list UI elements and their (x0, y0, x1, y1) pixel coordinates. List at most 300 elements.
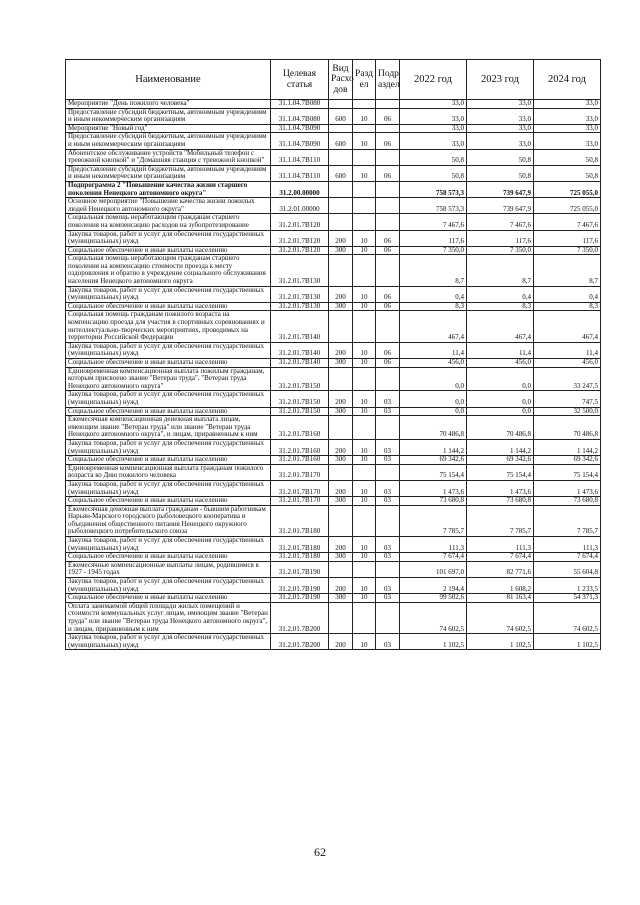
cell-expense-type: 300 (329, 553, 353, 562)
cell-2022: 75 154,4 (400, 464, 467, 480)
cell-section (353, 464, 376, 480)
cell-name: Социальная помощь гражданам пожилого возраста на компенсацию проезда для участия в спортивных соревнованиях и интеллектуально-творческих мероприятиях, проводимых на территории Российской Федерации (66, 311, 271, 342)
cell-subsection (376, 198, 400, 214)
cell-2023: 8,7 (467, 255, 534, 286)
cell-name: Социальное обеспечение и иные выплаты населению (66, 497, 271, 506)
cell-section: 10 (353, 359, 376, 368)
cell-2022: 70 486,8 (400, 416, 467, 440)
cell-expense-type: 200 (329, 480, 353, 496)
cell-name: Предоставление субсидий бюджетным, автономным учреждениям и иным некоммерческим организациям (66, 165, 271, 181)
cell-name: Социальная помощь неработающим гражданам старшего поколения на компенсацию расходов на зубопротезирование (66, 214, 271, 230)
cell-2023: 70 486,8 (467, 416, 534, 440)
cell-code: 31.1.04.7В090 (271, 124, 329, 133)
cell-2022: 73 680,8 (400, 497, 467, 506)
cell-2023: 73 680,8 (467, 497, 534, 506)
cell-2022: 456,0 (400, 359, 467, 368)
cell-subsection: 03 (376, 497, 400, 506)
column-header-section: Разд ел (353, 60, 376, 100)
cell-name: Закупка товаров, работ и услуг для обеспечения государственных (муниципальных) нужд (66, 286, 271, 302)
cell-section: 10 (353, 578, 376, 594)
cell-2024: 50,8 (534, 165, 601, 181)
cell-subsection: 03 (376, 456, 400, 465)
cell-2024: 33,0 (534, 133, 601, 149)
cell-expense-type (329, 416, 353, 440)
cell-subsection (376, 311, 400, 342)
cell-2024: 50,8 (534, 149, 601, 165)
cell-name: Подпрограмма 2 "Повышение качества жизни старшего поколения Ненецкого автономного округа" (66, 181, 271, 197)
table-row (66, 359, 601, 368)
cell-2023: 50,8 (467, 165, 534, 181)
cell-subsection: 03 (376, 634, 400, 650)
column-header-name: Наименование (66, 60, 271, 100)
cell-name: Единовременная компенсационная выплата пожилым гражданам, которым присвоено звание "Ветеран труда", "Ветеран труда Ненецкого автономного округа" (66, 367, 271, 391)
cell-2023: 33,0 (467, 124, 534, 133)
cell-code: 31.2.01.7В160 (271, 456, 329, 465)
cell-section: 10 (353, 407, 376, 416)
cell-code: 31.2.01.7В160 (271, 439, 329, 455)
cell-expense-type (329, 505, 353, 536)
cell-expense-type: 200 (329, 286, 353, 302)
cell-2023: 739 647,9 (467, 198, 534, 214)
cell-expense-type (329, 602, 353, 633)
page-number: 62 (314, 845, 326, 859)
cell-2023: 467,4 (467, 311, 534, 342)
cell-expense-type: 300 (329, 407, 353, 416)
cell-expense-type: 600 (329, 133, 353, 149)
cell-section: 10 (353, 165, 376, 181)
cell-2022: 758 573,3 (400, 198, 467, 214)
cell-expense-type: 600 (329, 108, 353, 124)
cell-2022: 1 102,5 (400, 634, 467, 650)
cell-2024: 74 602,5 (534, 602, 601, 633)
cell-code: 31.2.01.00000 (271, 198, 329, 214)
cell-2022: 467,4 (400, 311, 467, 342)
cell-2024: 33 247,5 (534, 367, 601, 391)
cell-2022: 1 144,2 (400, 439, 467, 455)
cell-2024: 33,0 (534, 108, 601, 124)
cell-2023: 0,0 (467, 407, 534, 416)
table-row (66, 367, 601, 391)
cell-section: 10 (353, 302, 376, 311)
cell-name: Социальное обеспечение и иные выплаты населению (66, 407, 271, 416)
cell-section (353, 198, 376, 214)
table-row (66, 181, 601, 197)
cell-expense-type: 200 (329, 391, 353, 407)
cell-2023: 117,6 (467, 230, 534, 246)
cell-2023: 50,8 (467, 149, 534, 165)
cell-name: Оплата занимаемой общей площади жилых помещений и стоимости коммунальных услуг лицам, имеющим звание "Ветеран труда" или звание "Ветеран труда Ненецкого автономного округа", и лицам, приравненным к ним (66, 602, 271, 633)
cell-name: Закупка товаров, работ и услуг для обеспечения государственных (муниципальных) нужд (66, 537, 271, 553)
table-row (66, 391, 601, 407)
table-row (66, 634, 601, 650)
cell-expense-type: 300 (329, 497, 353, 506)
cell-2022: 758 573,3 (400, 181, 467, 197)
cell-section: 10 (353, 342, 376, 358)
cell-section: 10 (353, 246, 376, 255)
column-header-year-2023: 2023 год (467, 60, 534, 100)
cell-code: 31.2.01.7В190 (271, 594, 329, 603)
cell-name: Закупка товаров, работ и услуг для обеспечения государственных (муниципальных) нужд (66, 439, 271, 455)
cell-code: 31.2.01.7В130 (271, 255, 329, 286)
table-row (66, 108, 601, 124)
cell-name: Абонентское обслуживание устройств "Мобильный телефон с тревожной кнопкой" и "Домашняя станция с тревожной кнопкой" (66, 149, 271, 165)
cell-code: 31.2.01.7В140 (271, 311, 329, 342)
cell-2023: 111,3 (467, 537, 534, 553)
cell-2023: 456,0 (467, 359, 534, 368)
cell-section: 10 (353, 537, 376, 553)
cell-name: Основное мероприятие "Повышение качества жизни пожилых людей Ненецкого автономного округа" (66, 198, 271, 214)
cell-name: Закупка товаров, работ и услуг для обеспечения государственных (муниципальных) нужд (66, 230, 271, 246)
cell-expense-type: 200 (329, 537, 353, 553)
cell-2023: 7 674,4 (467, 553, 534, 562)
cell-subsection (376, 416, 400, 440)
cell-expense-type: 200 (329, 230, 353, 246)
cell-name: Социальная помощь неработающим гражданам старшего поколения на компенсацию стоимости проезда к месту оздоровления и обратно в учреждение социального обслуживания населения Ненецкого автономного округа (66, 255, 271, 286)
cell-code: 31.2.01.7В140 (271, 359, 329, 368)
table-row (66, 456, 601, 465)
table-row (66, 165, 601, 181)
cell-subsection (376, 505, 400, 536)
cell-code: 31.2.01.7В150 (271, 367, 329, 391)
cell-name: Социальное обеспечение и иные выплаты населению (66, 359, 271, 368)
cell-2022: 33,0 (400, 124, 467, 133)
cell-2022: 8,7 (400, 255, 467, 286)
cell-subsection: 06 (376, 286, 400, 302)
cell-subsection: 06 (376, 302, 400, 311)
cell-expense-type: 200 (329, 634, 353, 650)
cell-2022: 99 502,6 (400, 594, 467, 603)
cell-name: Ежемесячные компенсационные выплаты лицам, родившимся в 1927 - 1945 годах (66, 561, 271, 577)
cell-name: Мероприятие "Новый год" (66, 124, 271, 133)
cell-2022: 11,4 (400, 342, 467, 358)
cell-code: 31.1.04.7В090 (271, 133, 329, 149)
cell-code: 31.1.04.7В080 (271, 108, 329, 124)
cell-2022: 2 194,4 (400, 578, 467, 594)
cell-code: 31.2.01.7В130 (271, 286, 329, 302)
cell-2022: 74 602,5 (400, 602, 467, 633)
cell-code: 31.2.01.7В120 (271, 214, 329, 230)
cell-2024: 8,7 (534, 255, 601, 286)
cell-2023: 1 608,2 (467, 578, 534, 594)
table-row (66, 602, 601, 633)
cell-section (353, 100, 376, 109)
cell-code: 31.2.01.7В190 (271, 578, 329, 594)
cell-subsection (376, 149, 400, 165)
cell-expense-type (329, 255, 353, 286)
cell-2022: 50,8 (400, 149, 467, 165)
table-row (66, 230, 601, 246)
cell-subsection: 06 (376, 133, 400, 149)
cell-name: Ежемесячная денежная выплата гражданам - бывшим работникам Нарьян-Марского городского рыболовецкого кооператива и объединения общественного питания Ненецкого окружного рыболовецкого потребительского союза (66, 505, 271, 536)
cell-2024: 69 342,6 (534, 456, 601, 465)
cell-2024: 7 350,0 (534, 246, 601, 255)
cell-code: 31.2.01.7В130 (271, 302, 329, 311)
cell-subsection (376, 602, 400, 633)
cell-section: 10 (353, 553, 376, 562)
table-row (66, 578, 601, 594)
cell-code: 31.1.04.7В110 (271, 165, 329, 181)
cell-section (353, 505, 376, 536)
cell-section (353, 181, 376, 197)
table-row (66, 100, 601, 109)
cell-2024: 725 055,0 (534, 198, 601, 214)
cell-subsection: 03 (376, 594, 400, 603)
table-row (66, 480, 601, 496)
cell-section: 10 (353, 133, 376, 149)
cell-2023: 0,0 (467, 367, 534, 391)
column-header-code: Целевая статья (271, 60, 329, 100)
table-row (66, 255, 601, 286)
table-header-row (66, 60, 601, 100)
cell-subsection: 03 (376, 439, 400, 455)
cell-subsection: 06 (376, 246, 400, 255)
cell-section (353, 255, 376, 286)
cell-expense-type: 300 (329, 456, 353, 465)
cell-expense-type (329, 214, 353, 230)
cell-2023: 7 785,7 (467, 505, 534, 536)
cell-expense-type (329, 100, 353, 109)
cell-2023: 33,0 (467, 100, 534, 109)
cell-subsection: 03 (376, 407, 400, 416)
cell-name: Социальное обеспечение и иные выплаты населению (66, 594, 271, 603)
cell-2022: 7 674,4 (400, 553, 467, 562)
cell-2022: 0,0 (400, 367, 467, 391)
cell-expense-type: 600 (329, 165, 353, 181)
cell-2024: 70 486,8 (534, 416, 601, 440)
cell-subsection (376, 214, 400, 230)
cell-2024: 33,0 (534, 100, 601, 109)
table-row (66, 198, 601, 214)
cell-section (353, 124, 376, 133)
column-header-year-2022: 2022 год (400, 60, 467, 100)
cell-2023: 8,3 (467, 302, 534, 311)
table-row (66, 342, 601, 358)
cell-section: 10 (353, 391, 376, 407)
table-row (66, 133, 601, 149)
cell-name: Мероприятие "День пожилого человека" (66, 100, 271, 109)
cell-code: 31.2.01.7В150 (271, 391, 329, 407)
cell-2023: 81 163,4 (467, 594, 534, 603)
cell-expense-type: 300 (329, 594, 353, 603)
cell-2022: 0,0 (400, 391, 467, 407)
cell-section (353, 416, 376, 440)
cell-2022: 0,0 (400, 407, 467, 416)
cell-name: Социальное обеспечение и иные выплаты населению (66, 456, 271, 465)
cell-2023: 33,0 (467, 108, 534, 124)
cell-subsection: 06 (376, 165, 400, 181)
cell-section: 10 (353, 497, 376, 506)
cell-2022: 33,0 (400, 133, 467, 149)
table-row (66, 416, 601, 440)
cell-subsection: 03 (376, 537, 400, 553)
cell-2023: 739 647,9 (467, 181, 534, 197)
cell-name: Социальное обеспечение и иные выплаты населению (66, 553, 271, 562)
cell-name: Закупка товаров, работ и услуг для обеспечения государственных (муниципальных) нужд (66, 480, 271, 496)
cell-subsection: 03 (376, 553, 400, 562)
cell-section: 10 (353, 108, 376, 124)
cell-code: 31.2.01.7В170 (271, 480, 329, 496)
cell-2023: 1 144,2 (467, 439, 534, 455)
cell-expense-type (329, 464, 353, 480)
cell-subsection: 06 (376, 342, 400, 358)
cell-code: 31.2.01.7В180 (271, 537, 329, 553)
cell-expense-type: 200 (329, 439, 353, 455)
cell-code: 31.2.01.7В120 (271, 246, 329, 255)
table-row (66, 561, 601, 577)
cell-subsection: 03 (376, 480, 400, 496)
cell-name: Закупка товаров, работ и услуг для обеспечения государственных (муниципальных) нужд (66, 578, 271, 594)
cell-subsection (376, 124, 400, 133)
cell-2022: 1 473,6 (400, 480, 467, 496)
cell-2024: 7 674,4 (534, 553, 601, 562)
table-row (66, 497, 601, 506)
cell-section: 10 (353, 230, 376, 246)
cell-section: 10 (353, 480, 376, 496)
cell-2022: 50,8 (400, 165, 467, 181)
column-header-expense-type: Вид Расхо дов (329, 60, 353, 100)
cell-section (353, 367, 376, 391)
cell-2023: 75 154,4 (467, 464, 534, 480)
cell-section (353, 149, 376, 165)
cell-2022: 101 697,0 (400, 561, 467, 577)
cell-2024: 73 680,8 (534, 497, 601, 506)
cell-2024: 1 102,5 (534, 634, 601, 650)
cell-expense-type (329, 124, 353, 133)
cell-name: Предоставление субсидий бюджетным, автономным учреждениям и иным некоммерческим организациям (66, 108, 271, 124)
cell-section: 10 (353, 439, 376, 455)
cell-code: 31.1.04.7В080 (271, 100, 329, 109)
cell-name: Ежемесячная компенсационная денежная выплата лицам, имеющим звание "Ветеран труда" или звание "Ветеран труда Ненецкого автономного округа", и лицам, приравненным к ним (66, 416, 271, 440)
cell-expense-type: 200 (329, 342, 353, 358)
cell-2024: 1 473,6 (534, 480, 601, 496)
cell-2024: 117,6 (534, 230, 601, 246)
cell-name: Социальное обеспечение и иные выплаты населению (66, 302, 271, 311)
cell-2024: 111,3 (534, 537, 601, 553)
cell-section: 10 (353, 286, 376, 302)
cell-2022: 111,3 (400, 537, 467, 553)
cell-subsection: 03 (376, 391, 400, 407)
cell-name: Закупка товаров, работ и услуг для обеспечения государственных (муниципальных) нужд (66, 342, 271, 358)
table-row (66, 214, 601, 230)
cell-2022: 7 785,7 (400, 505, 467, 536)
cell-code: 31.2.01.7В140 (271, 342, 329, 358)
cell-name: Предоставление субсидий бюджетным, автономным учреждениям и иным некоммерческим организациям (66, 133, 271, 149)
cell-2024: 1 144,2 (534, 439, 601, 455)
cell-2023: 69 342,6 (467, 456, 534, 465)
cell-2022: 7 350,0 (400, 246, 467, 255)
table-row (66, 505, 601, 536)
table-row (66, 439, 601, 455)
cell-code: 31.2.01.7В200 (271, 602, 329, 633)
table-row (66, 311, 601, 342)
cell-name: Социальное обеспечение и иные выплаты населению (66, 246, 271, 255)
cell-expense-type (329, 561, 353, 577)
cell-2023: 82 771,6 (467, 561, 534, 577)
cell-2024: 747,5 (534, 391, 601, 407)
cell-2024: 32 500,0 (534, 407, 601, 416)
cell-2022: 33,0 (400, 108, 467, 124)
cell-section (353, 311, 376, 342)
table-row (66, 464, 601, 480)
cell-name: Закупка товаров, работ и услуг для обеспечения государственных (муниципальных) нужд (66, 391, 271, 407)
cell-expense-type (329, 311, 353, 342)
cell-expense-type: 200 (329, 578, 353, 594)
cell-2024: 75 154,4 (534, 464, 601, 480)
cell-2024: 1 233,5 (534, 578, 601, 594)
cell-subsection (376, 255, 400, 286)
cell-subsection (376, 464, 400, 480)
cell-code: 31.2.01.7В160 (271, 416, 329, 440)
table-row (66, 149, 601, 165)
cell-expense-type: 300 (329, 246, 353, 255)
cell-code: 31.2.01.7В120 (271, 230, 329, 246)
cell-2022: 7 467,6 (400, 214, 467, 230)
cell-2024: 7 785,7 (534, 505, 601, 536)
cell-section: 10 (353, 456, 376, 465)
cell-expense-type (329, 149, 353, 165)
cell-2024: 0,4 (534, 286, 601, 302)
cell-2024: 11,4 (534, 342, 601, 358)
cell-2023: 1 102,5 (467, 634, 534, 650)
cell-2022: 8,3 (400, 302, 467, 311)
cell-code: 31.2.01.7В150 (271, 407, 329, 416)
cell-2024: 725 055,0 (534, 181, 601, 197)
cell-expense-type (329, 198, 353, 214)
table-row (66, 286, 601, 302)
cell-code: 31.2.01.7В190 (271, 561, 329, 577)
cell-section (353, 602, 376, 633)
cell-section (353, 214, 376, 230)
table-row (66, 537, 601, 553)
cell-code: 31.2.00.00000 (271, 181, 329, 197)
cell-name: Закупка товаров, работ и услуг для обеспечения государственных (муниципальных) нужд (66, 634, 271, 650)
cell-2024: 55 604,8 (534, 561, 601, 577)
cell-subsection (376, 561, 400, 577)
cell-2023: 0,0 (467, 391, 534, 407)
cell-subsection (376, 367, 400, 391)
cell-code: 31.2.01.7В170 (271, 497, 329, 506)
cell-2024: 467,4 (534, 311, 601, 342)
cell-2022: 69 342,6 (400, 456, 467, 465)
cell-code: 31.2.01.7В180 (271, 553, 329, 562)
cell-subsection: 03 (376, 578, 400, 594)
cell-code: 31.1.04.7В110 (271, 149, 329, 165)
table-body (66, 100, 601, 650)
cell-section: 10 (353, 594, 376, 603)
cell-2024: 54 371,3 (534, 594, 601, 603)
column-header-subsection: Подр аздел (376, 60, 400, 100)
cell-2024: 8,3 (534, 302, 601, 311)
cell-2022: 0,4 (400, 286, 467, 302)
cell-subsection: 06 (376, 230, 400, 246)
column-header-year-2024: 2024 год (534, 60, 601, 100)
cell-2022: 33,0 (400, 100, 467, 109)
cell-subsection: 06 (376, 359, 400, 368)
cell-subsection (376, 181, 400, 197)
cell-expense-type (329, 367, 353, 391)
cell-2023: 7 467,6 (467, 214, 534, 230)
cell-2024: 33,0 (534, 124, 601, 133)
cell-2024: 7 467,6 (534, 214, 601, 230)
cell-code: 31.2.01.7В180 (271, 505, 329, 536)
cell-2023: 0,4 (467, 286, 534, 302)
cell-code: 31.2.01.7В170 (271, 464, 329, 480)
cell-section: 10 (353, 634, 376, 650)
cell-2022: 117,6 (400, 230, 467, 246)
cell-subsection: 06 (376, 108, 400, 124)
cell-expense-type: 300 (329, 359, 353, 368)
cell-expense-type: 300 (329, 302, 353, 311)
